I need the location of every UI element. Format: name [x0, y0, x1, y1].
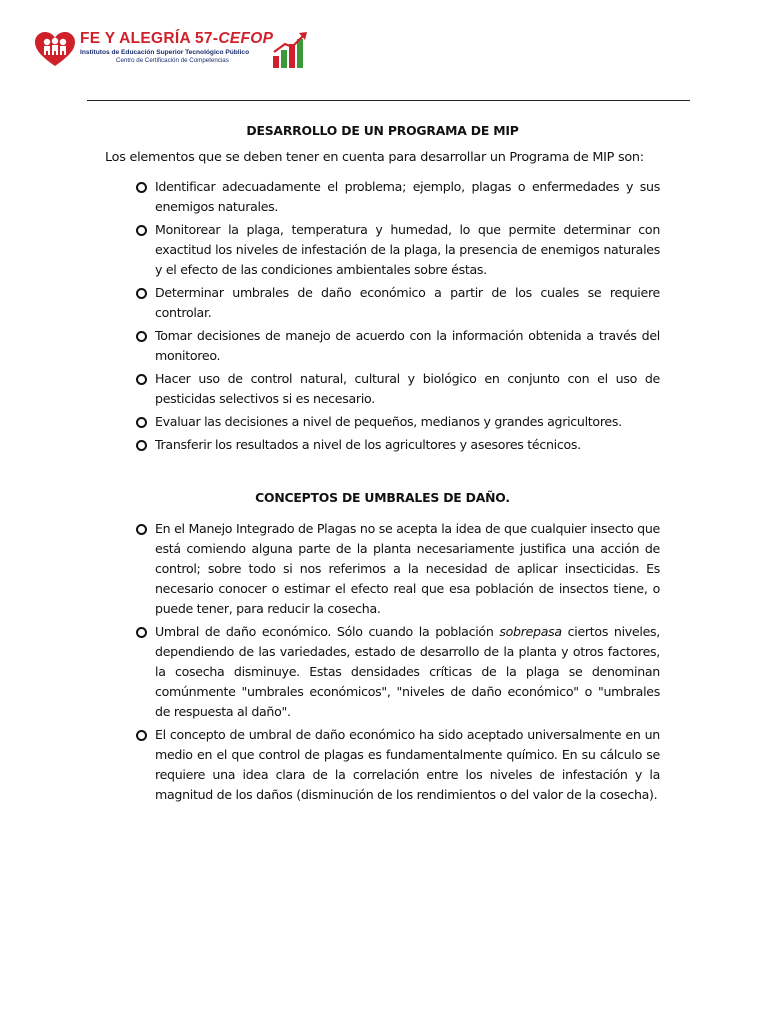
list-item-text-part: ciertos niveles, dependiendo de las variedades, estado de desarrollo de la planta y otros factores, la cosecha disminuye. Estas densidades críticas de la plaga se denominan comúnmente "umbrales económicos", "niveles de daño económico" o "umbrales de respuesta al daño". — [155, 624, 660, 719]
list-item-text: Identificar adecuadamente el problema; ejemplo, plagas o enfermedades y sus enemigos naturales. — [155, 179, 660, 214]
header-divider — [87, 100, 690, 101]
intro-paragraph: Los elementos que se deben tener en cuenta para desarrollar un Programa de MIP son: — [105, 150, 644, 165]
brand-title: FE Y ALEGRÍA 57-CEFOP — [80, 30, 274, 47]
section-title-mip-program: DESARROLLO DE UN PROGRAMA DE MIP — [246, 123, 519, 138]
brand-subtitle-2: Centro de Certificación de Competencias — [116, 57, 229, 64]
list-item — [105, 177, 660, 217]
list-item — [105, 412, 660, 432]
brand-subtitle: Institutos de Educación Superior Tecnológico Público — [80, 49, 250, 56]
list-item-text: El concepto de umbral de daño económico ha sido aceptado universalmente en un medio en el que control de plagas es fundamentalmente químico. En su cálculo se requiere una idea clara de la correlación entre los niveles de infestación y la magnitud de los daños (disminución de los rendimientos o del valor de la cosecha). — [155, 727, 660, 802]
document-body — [105, 118, 660, 808]
list-item — [105, 220, 660, 280]
heart-with-children-icon — [34, 32, 76, 68]
circle-bullet-icon — [136, 288, 147, 299]
mip-elements-list — [105, 177, 660, 455]
document-header — [34, 28, 334, 72]
circle-bullet-icon — [136, 374, 147, 385]
list-item-text: Monitorear la plaga, temperatura y humedad, lo que permite determinar con exactitud los niveles de infestación de la plaga, la presencia de enemigos naturales y el efecto de las condiciones ambientales sobre éstas. — [155, 222, 660, 277]
list-item — [105, 519, 660, 619]
brand-accent: CEFOP — [218, 30, 274, 47]
threshold-concepts-list — [105, 519, 660, 805]
list-item — [105, 622, 660, 722]
brand-block — [80, 30, 273, 65]
circle-bullet-icon — [136, 440, 147, 451]
circle-bullet-icon — [136, 225, 147, 236]
list-item-text: Tomar decisiones de manejo de acuerdo con la información obtenida a través del monitoreo. — [155, 328, 660, 363]
list-item-text: Evaluar las decisiones a nivel de pequeños, medianos y grandes agricultores. — [155, 414, 622, 429]
section-title-damage-thresholds: CONCEPTOS DE UMBRALES DE DAÑO. — [255, 490, 510, 505]
circle-bullet-icon — [136, 524, 147, 535]
list-item-text: Determinar umbrales de daño económico a partir de los cuales se requiere controlar. — [155, 285, 660, 320]
circle-bullet-icon — [136, 182, 147, 193]
list-item — [105, 435, 660, 455]
list-item-text: Transferir los resultados a nivel de los agricultores y asesores técnicos. — [155, 437, 581, 452]
circle-bullet-icon — [136, 417, 147, 428]
emphasized-word: sobrepasa — [499, 624, 562, 639]
list-item-text-part: Umbral de daño económico. Sólo cuando la población — [155, 624, 500, 639]
circle-bullet-icon — [136, 627, 147, 638]
circle-bullet-icon — [136, 331, 147, 342]
growth-bar-chart-icon — [271, 30, 309, 70]
list-item-text: Hacer uso de control natural, cultural y biológico en conjunto con el uso de pesticidas selectivos si es necesario. — [155, 371, 660, 406]
list-item — [105, 283, 660, 323]
list-item — [105, 369, 660, 409]
list-item-text: En el Manejo Integrado de Plagas no se acepta la idea de que cualquier insecto que está comiendo alguna parte de la planta necesariamente justifica una acción de control; sobre todo si nos referimos a la necesidad de aplicar insecticidas. Es necesario conocer o estimar el efecto real que esa población de insectos tiene, o puede tener, para reducir la cosecha. — [155, 521, 660, 616]
list-item — [105, 326, 660, 366]
circle-bullet-icon — [136, 730, 147, 741]
list-item — [105, 725, 660, 805]
